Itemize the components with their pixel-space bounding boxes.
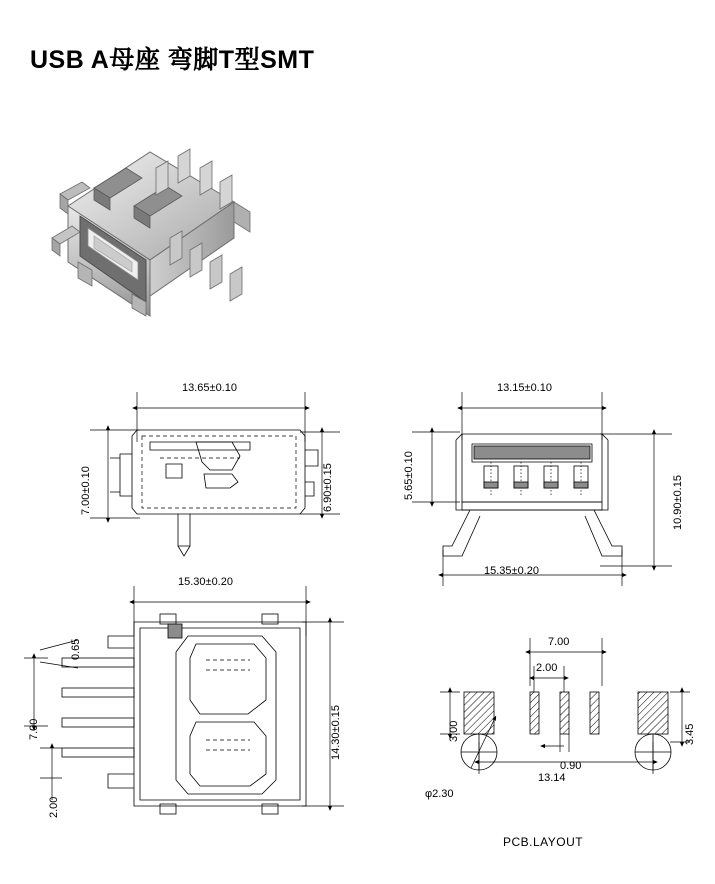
pcb-pad-height-dim: 3.00	[448, 720, 460, 742]
front-view-bottom-width-dim: 15.35±0.20	[484, 565, 539, 577]
technical-drawings	[0, 370, 715, 870]
top-view-pin-pitch-dim: 2.00	[48, 796, 60, 818]
pcb-layout-drawing	[440, 638, 690, 774]
page-title: USB A母座 弯脚T型SMT	[30, 46, 315, 74]
front-view-width-dim: 13.15±0.10	[497, 382, 552, 394]
front-view-drawing	[412, 392, 672, 586]
pcb-total-width-dim: 13.14	[538, 772, 566, 784]
top-view-pin-width-dim: 0.65	[70, 638, 82, 660]
side-view-drawing	[90, 392, 340, 556]
top-view-pin-length-dim: 7.00	[28, 718, 40, 740]
top-view-drawing	[24, 586, 344, 814]
top-view-height-dim: 14.30±0.15	[330, 705, 342, 760]
pcb-pad-width-dim: 0.90	[560, 760, 582, 772]
side-view-right-height-dim: 6.90±0.15	[322, 463, 334, 512]
side-view-width-dim: 13.65±0.10	[182, 382, 237, 394]
usb-a-female-connector-photo	[38, 110, 268, 340]
top-view-width-dim: 15.30±0.20	[178, 576, 233, 588]
pcb-hole-diameter-dim: φ2.30	[425, 788, 454, 800]
pcb-layout-caption: PCB.LAYOUT	[503, 835, 584, 849]
pcb-hole-pad-height-dim: 3.45	[684, 723, 696, 745]
side-view-left-height-dim: 7.00±0.10	[80, 466, 92, 515]
front-view-left-height-dim: 5.65±0.10	[403, 451, 415, 500]
front-view-right-height-dim: 10.90±0.15	[672, 475, 684, 530]
pcb-pad-pitch-dim: 2.00	[536, 662, 558, 674]
pcb-pad-span-dim: 7.00	[548, 636, 570, 648]
